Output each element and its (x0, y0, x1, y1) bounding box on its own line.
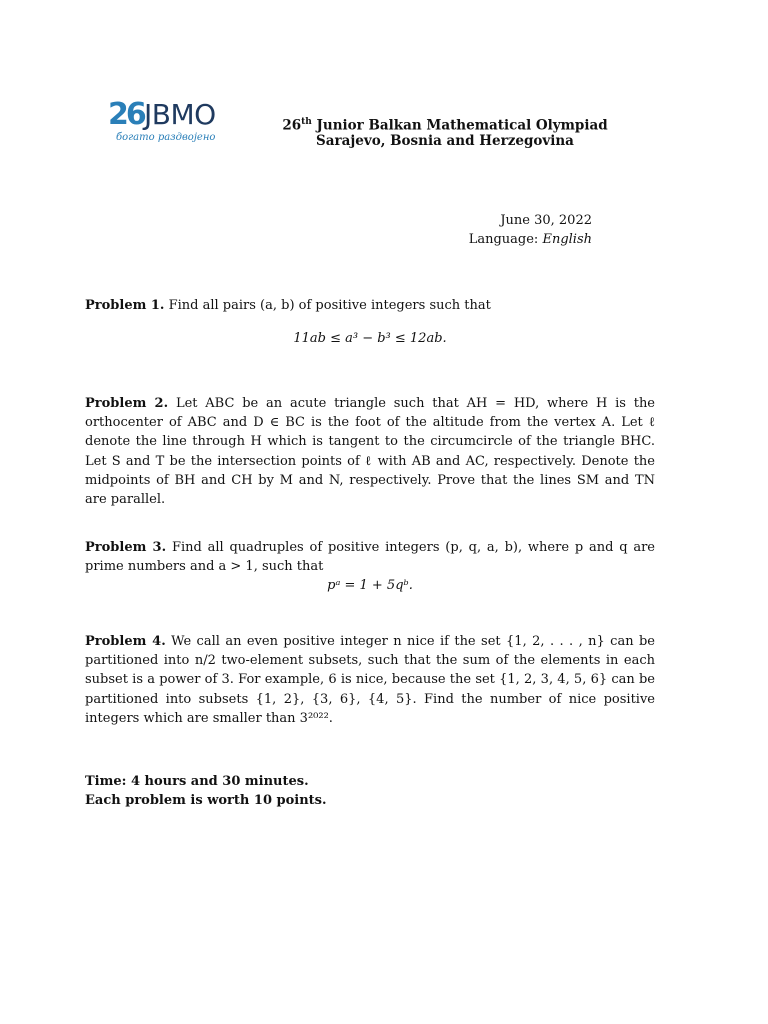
problem-3-formula: pᵃ = 1 + 5qᵇ. (327, 578, 413, 593)
problem-label: Problem 3. (85, 540, 167, 555)
logo-text: JBMO (144, 98, 216, 131)
problem-2 (85, 394, 655, 509)
exam-language: Language: English (468, 232, 592, 247)
problem-text: Find all pairs (a, b) of positive integers such that (168, 298, 491, 313)
problem-text: Find all quadruples of positive integers (p, q, a, b), where p and q are prime numbers and a > 1, such that (85, 540, 655, 575)
jbmo-logo (108, 98, 228, 150)
problem-label: Problem 1. (85, 298, 165, 313)
problem-label: Problem 4. (85, 634, 166, 649)
problem-4 (85, 632, 655, 728)
problem-3 (85, 538, 655, 576)
problem-1 (85, 296, 655, 315)
problem-text: We call an even positive integer n nice if the set {1, 2, . . . , n} can be partitioned into n/2 two-element subsets, such that the sum of the elements in each subset is a power of 3. For example, 6 is nice, because the set {1, 2, 3, 4, 5, 6} can be partitioned into subsets {1, 2}, {3, 6}, {4, 5}. Find the number of nice positive integers which are smaller than 3²⁰²². (85, 634, 655, 726)
points-info: Each problem is worth 10 points. (85, 793, 327, 808)
olympiad-location: Sarajevo, Bosnia and Herzegovina (316, 133, 574, 149)
logo-number: 26 (108, 97, 144, 132)
time-limit: Time: 4 hours and 30 minutes. (85, 774, 309, 789)
logo-subtitle: богато раздвојено (116, 132, 216, 143)
problem-text: Let ABC be an acute triangle such that AH = HD, where H is the orthocenter of ABC and D ∈ BC is the foot of the altitude from the vertex A. Let ℓ denote the line through H which is tangent to the circumcircle of the triangle BHC. Let S and T be the intersection points of ℓ with AB and AC, respectively. Denote the midpoints of BH and CH by M and N, respectively. Prove that the lines SM and TN are parallel. (85, 396, 656, 508)
olympiad-title: 26th Junior Balkan Mathematical Olympiad (282, 117, 608, 134)
problem-label: Problem 2. (85, 396, 169, 411)
exam-date: June 30, 2022 (500, 213, 592, 228)
problem-1-formula: 11ab ≤ a³ − b³ ≤ 12ab. (293, 331, 447, 346)
